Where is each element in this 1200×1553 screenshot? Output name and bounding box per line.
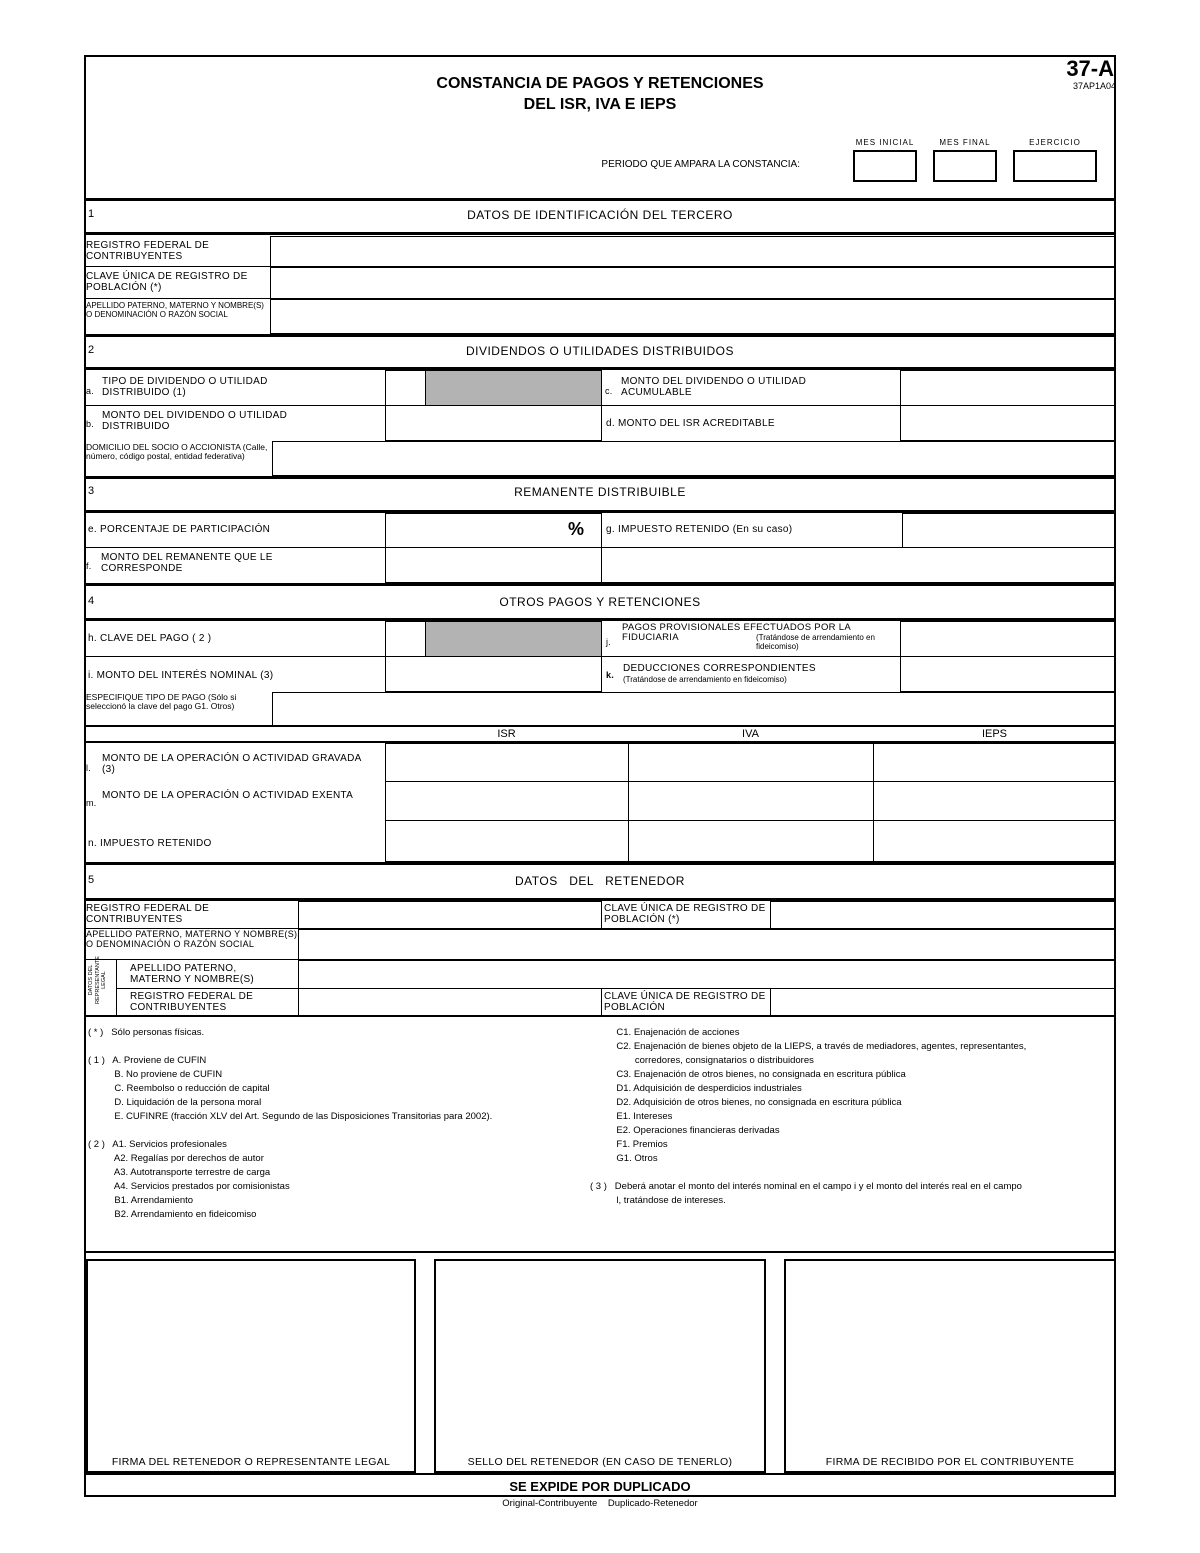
field-l-ieps[interactable] bbox=[873, 743, 1116, 782]
field-f-extra[interactable] bbox=[601, 547, 1116, 583]
mes-inicial-label: MES INICIAL bbox=[855, 138, 915, 147]
rep-nombre-input[interactable] bbox=[298, 960, 1116, 989]
domicilio-input[interactable] bbox=[272, 441, 1116, 476]
tercero-nombre-label: APELLIDO PATERNO, MATERNO Y NOMBRE(S) O DENOMINACIÓN O RAZÓN SOCIAL bbox=[86, 301, 264, 319]
field-i-input[interactable] bbox=[385, 656, 602, 692]
section-3-number: 3 bbox=[88, 485, 95, 497]
field-n-ieps[interactable] bbox=[873, 820, 1116, 862]
field-h-grey bbox=[425, 621, 602, 657]
note-line: D1. Adquisición de desperdicios industriales bbox=[590, 1083, 802, 1094]
note-line: G1. Otros bbox=[590, 1153, 658, 1164]
note-line: A3. Autotransporte terrestre de carga bbox=[88, 1167, 271, 1178]
col-iva-header: IVA bbox=[742, 728, 759, 740]
ejercicio-input[interactable] bbox=[1013, 150, 1097, 182]
field-b-letter: b. bbox=[86, 419, 95, 429]
especifique-label: ESPECIFIQUE TIPO DE PAGO (Sólo si seleccionó la clave del pago G1. Otros) bbox=[86, 692, 237, 711]
note-line: C3. Enajenación de otros bienes, no consignada en escritura pública bbox=[590, 1069, 906, 1080]
mes-inicial-input[interactable] bbox=[853, 150, 917, 182]
field-h-input[interactable] bbox=[385, 621, 426, 657]
section-5-title: DATOS DEL RETENEDOR bbox=[515, 874, 685, 888]
form-title-line2: DEL ISR, IVA E IEPS bbox=[523, 96, 677, 113]
form-subcode: 37AP1A04 bbox=[1072, 81, 1116, 91]
rep-curp-input[interactable] bbox=[770, 988, 1116, 1016]
sello-retenedor-caption: SELLO DEL RETENEDOR (EN CASO DE TENERLO) bbox=[467, 1456, 733, 1468]
tercero-rfc-label: REGISTRO FEDERAL DE CONTRIBUYENTES bbox=[86, 240, 210, 262]
section-4-title: OTROS PAGOS Y RETENCIONES bbox=[499, 595, 701, 609]
field-k-input[interactable] bbox=[900, 656, 1116, 692]
field-g-input[interactable] bbox=[902, 513, 1116, 548]
field-h-label: h. CLAVE DEL PAGO ( 2 ) bbox=[88, 633, 212, 644]
field-d-label: d. MONTO DEL ISR ACREDITABLE bbox=[606, 418, 775, 429]
note-line: C2. Enajenación de bienes objeto de la LIEPS, a través de mediadores, agentes, representantes, bbox=[590, 1041, 1027, 1052]
note-line: D. Liquidación de la persona moral bbox=[88, 1097, 262, 1108]
field-d-input[interactable] bbox=[900, 405, 1116, 441]
retenedor-curp-label: CLAVE ÚNICA DE REGISTRO DE POBLACIÓN (*) bbox=[604, 903, 766, 925]
note-line: F1. Premios bbox=[590, 1139, 668, 1150]
note-line: ( 2 ) A1. Servicios profesionales bbox=[88, 1139, 227, 1150]
field-i-label: i. MONTO DEL INTERÉS NOMINAL (3) bbox=[88, 670, 274, 681]
field-k-letter: k. bbox=[606, 670, 615, 680]
sello-retenedor-box[interactable] bbox=[434, 1259, 766, 1473]
note-line: ( * ) Sólo personas físicas. bbox=[88, 1027, 205, 1038]
firma-retenedor-caption: FIRMA DEL RETENEDOR O REPRESENTANTE LEGAL bbox=[111, 1456, 391, 1468]
tercero-rfc-input[interactable] bbox=[270, 236, 1116, 267]
field-l-iva[interactable] bbox=[628, 743, 874, 782]
form-code: 37-A bbox=[1066, 56, 1114, 81]
retenedor-rfc-input[interactable] bbox=[298, 901, 602, 929]
tercero-nombre-input[interactable] bbox=[270, 299, 1116, 334]
rep-curp-label: CLAVE ÚNICA DE REGISTRO DE POBLACIÓN bbox=[604, 991, 766, 1013]
field-b-input[interactable] bbox=[385, 405, 602, 441]
rep-rfc-input[interactable] bbox=[298, 988, 602, 1016]
ejercicio-label: EJERCICIO bbox=[1029, 138, 1081, 147]
notes-left bbox=[88, 1026, 608, 1222]
field-a-input[interactable] bbox=[385, 370, 426, 406]
note-line: E1. Intereses bbox=[590, 1111, 673, 1122]
section-1-number: 1 bbox=[88, 208, 95, 220]
rep-rfc-label: REGISTRO FEDERAL DE CONTRIBUYENTES bbox=[130, 991, 254, 1013]
mes-final-label: MES FINAL bbox=[939, 138, 991, 147]
tercero-curp-input[interactable] bbox=[270, 267, 1116, 299]
mes-final-input[interactable] bbox=[933, 150, 997, 182]
periodo-label: PERIODO QUE AMPARA LA CONSTANCIA: bbox=[601, 159, 800, 170]
field-c-input[interactable] bbox=[900, 370, 1116, 406]
retenedor-nombre-input[interactable] bbox=[298, 929, 1116, 960]
retenedor-curp-input[interactable] bbox=[770, 901, 1116, 929]
section-2-number: 2 bbox=[88, 344, 95, 356]
field-n-iva[interactable] bbox=[628, 820, 874, 862]
note-line: ( 1 ) A. Proviene de CUFIN bbox=[88, 1055, 207, 1066]
tercero-curp-label: CLAVE ÚNICA DE REGISTRO DE POBLACIÓN (*) bbox=[86, 271, 248, 293]
note-line: l, tratándose de intereses. bbox=[590, 1195, 726, 1206]
field-g-label: g. IMPUESTO RETENIDO (En su caso) bbox=[606, 524, 793, 535]
note-line bbox=[590, 1166, 1110, 1180]
field-a-letter: a. bbox=[86, 386, 95, 396]
field-j-letter: j. bbox=[606, 637, 612, 647]
form-title-line1: CONSTANCIA DE PAGOS Y RETENCIONES bbox=[436, 75, 764, 92]
field-c-letter: c. bbox=[605, 386, 613, 396]
field-f-letter: f. bbox=[86, 561, 92, 571]
field-n-isr[interactable] bbox=[385, 820, 629, 862]
note-line bbox=[88, 1124, 608, 1138]
note-line: corredores, consignatarios o distribuidores bbox=[590, 1055, 814, 1066]
field-m-iva[interactable] bbox=[628, 781, 874, 821]
field-m-ieps[interactable] bbox=[873, 781, 1116, 821]
field-n-label: n. IMPUESTO RETENIDO bbox=[88, 838, 212, 849]
note-line bbox=[88, 1040, 608, 1054]
col-ieps-header: IEPS bbox=[981, 728, 1008, 740]
field-j-title: PAGOS PROVISIONALES EFECTUADOS POR LA FIDUCIARIA bbox=[622, 622, 851, 643]
note-line: C. Reembolso o reducción de capital bbox=[88, 1083, 270, 1094]
note-line: B2. Arrendamiento en fideicomiso bbox=[88, 1209, 257, 1220]
section-5-number: 5 bbox=[88, 874, 95, 886]
field-j-input[interactable] bbox=[900, 621, 1116, 657]
copias-label: Original-Contribuyente Duplicado-Retenedor bbox=[502, 1498, 698, 1509]
field-m-isr[interactable] bbox=[385, 781, 629, 821]
field-k-sub: (Tratándose de arrendamiento en fideicomiso) bbox=[623, 675, 787, 684]
note-line: ( 3 ) Deberá anotar el monto del interés nominal en el campo i y el monto del interés real en el campo bbox=[590, 1181, 1022, 1192]
field-b-label: MONTO DEL DIVIDENDO O UTILIDAD DISTRIBUIDO bbox=[102, 410, 288, 432]
note-line: B. No proviene de CUFIN bbox=[88, 1069, 223, 1080]
field-f-input[interactable] bbox=[385, 547, 602, 583]
field-k-title: DEDUCCIONES CORRESPONDIENTES bbox=[623, 663, 816, 674]
field-e-label: e. PORCENTAJE DE PARTICIPACIÓN bbox=[88, 524, 271, 535]
field-l-label: MONTO DE LA OPERACIÓN O ACTIVIDAD GRAVADA (3) bbox=[102, 753, 362, 775]
section-3-title: REMANENTE DISTRIBUIBLE bbox=[514, 485, 686, 499]
field-l-letter: l. bbox=[86, 763, 92, 773]
percent-sign: % bbox=[568, 519, 585, 539]
section-1-title: DATOS DE IDENTIFICACIÓN DEL TERCERO bbox=[467, 208, 733, 222]
retenedor-nombre-label: APELLIDO PATERNO, MATERNO Y NOMBRE(S) O DENOMINACIÓN O RAZÓN SOCIAL bbox=[86, 929, 298, 949]
firma-recibido-box[interactable] bbox=[784, 1259, 1116, 1473]
firma-recibido-caption: FIRMA DE RECIBIDO POR EL CONTRIBUYENTE bbox=[825, 1456, 1075, 1468]
field-f-label: MONTO DEL REMANENTE QUE LE CORRESPONDE bbox=[101, 552, 273, 574]
domicilio-label: DOMICILIO DEL SOCIO O ACCIONISTA (Calle, número, código postal, entidad federativa) bbox=[86, 442, 268, 461]
rep-side-label: DATOS DEL REPRESENTANTE LEGAL bbox=[88, 956, 107, 1004]
section-4-number: 4 bbox=[88, 595, 95, 607]
field-j-sub: (Tratándose de arrendamiento en fideicomiso) bbox=[756, 633, 875, 651]
section-2-title: DIVIDENDOS O UTILIDADES DISTRIBUIDOS bbox=[465, 344, 735, 358]
note-line: E. CUFINRE (fracción XLV del Art. Segundo de las Disposiciones Transitorias para 2002). bbox=[88, 1111, 493, 1122]
retenedor-rfc-label: REGISTRO FEDERAL DE CONTRIBUYENTES bbox=[86, 903, 210, 925]
notes-right bbox=[590, 1026, 1110, 1208]
note-line: B1. Arrendamiento bbox=[88, 1195, 194, 1206]
note-line: A2. Regalías por derechos de autor bbox=[88, 1153, 264, 1164]
field-m-label: MONTO DE LA OPERACIÓN O ACTIVIDAD EXENTA bbox=[102, 790, 354, 801]
col-isr-header: ISR bbox=[497, 728, 516, 740]
se-expide-duplicado: SE EXPIDE POR DUPLICADO bbox=[509, 1479, 691, 1494]
field-m-letter: m. bbox=[86, 798, 97, 808]
field-a-label: TIPO DE DIVIDENDO O UTILIDAD DISTRIBUIDO (1) bbox=[102, 376, 268, 398]
field-a-grey bbox=[425, 370, 602, 406]
firma-retenedor-box[interactable] bbox=[86, 1259, 416, 1473]
note-line: C1. Enajenación de acciones bbox=[590, 1027, 740, 1038]
especifique-input[interactable] bbox=[272, 692, 1116, 726]
field-l-isr[interactable] bbox=[385, 743, 629, 782]
note-line: D2. Adquisición de otros bienes, no consignada en escritura pública bbox=[590, 1097, 902, 1108]
note-line: E2. Operaciones financieras derivadas bbox=[590, 1125, 780, 1136]
field-c-label: MONTO DEL DIVIDENDO O UTILIDAD ACUMULABLE bbox=[621, 376, 807, 398]
note-line: A4. Servicios prestados por comisionistas bbox=[88, 1181, 290, 1192]
rep-nombre-label: APELLIDO PATERNO, MATERNO Y NOMBRE(S) bbox=[130, 963, 255, 985]
